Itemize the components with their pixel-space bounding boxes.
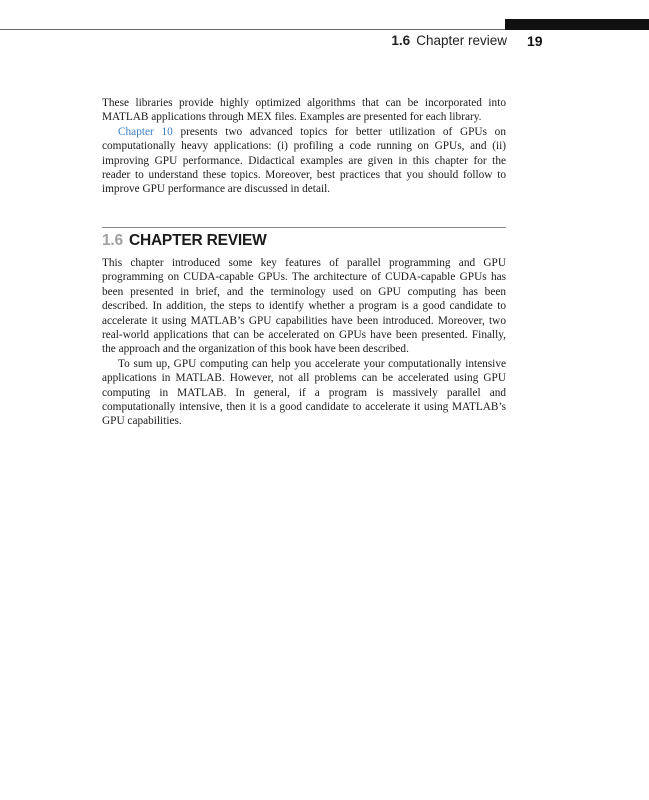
section-title: CHAPTER REVIEW	[128, 232, 267, 249]
section-heading	[102, 231, 267, 251]
running-head	[0, 33, 507, 49]
running-head-section-number: 1.6	[391, 33, 411, 48]
section-body	[102, 256, 506, 429]
section-rule	[102, 227, 506, 228]
section-number: 1.6	[102, 232, 123, 249]
intro-paragraph-2-text: presents two advanced topics for better utilization of GPUs on computationally heavy applications: (i) profiling a code running on GPUs, and (ii) improving GPU performance. Didactical examples are given in this chapter for the reader to understand these topics. Moreover, best practices that you should follow to improve GPU performance are discussed in detail.	[102, 125, 506, 196]
intro-paragraph-2	[102, 125, 506, 197]
page-number: 19	[527, 33, 543, 49]
chapter-10-link[interactable]: Chapter 10	[118, 125, 173, 138]
header-bar	[505, 19, 649, 30]
section-paragraph-1: This chapter introduced some key features of parallel programming and GPU programming on CUDA-capable GPUs. The architecture of CUDA-capable GPUs has been presented in brief, and the terminology used on GPU computing has been described. In addition, the steps to identify whether a program is a good candidate to accelerate it using MATLAB’s GPU capabilities have been introduced. Moreover, two real-world applications that can be accelerated on GPUs have been presented. Finally, the approach and the organization of this book have been described.	[102, 257, 506, 356]
intro-paragraph-1: These libraries provide highly optimized algorithms that can be incorporated into MATLAB applications through MEX files. Examples are presented for each library.	[102, 97, 506, 124]
running-head-section-title: Chapter review	[416, 33, 507, 48]
header-rule	[0, 29, 505, 30]
section-paragraph-2: To sum up, GPU computing can help you accelerate your computationally intensive applications in MATLAB. However, not all problems can be accelerated using GPU computing in MATLAB. In general, if a program is massively parallel and computationally intensive, then it is a good candidate to accelerate it using MATLAB’s GPU capabilities.	[102, 357, 506, 428]
intro-text	[102, 96, 506, 197]
